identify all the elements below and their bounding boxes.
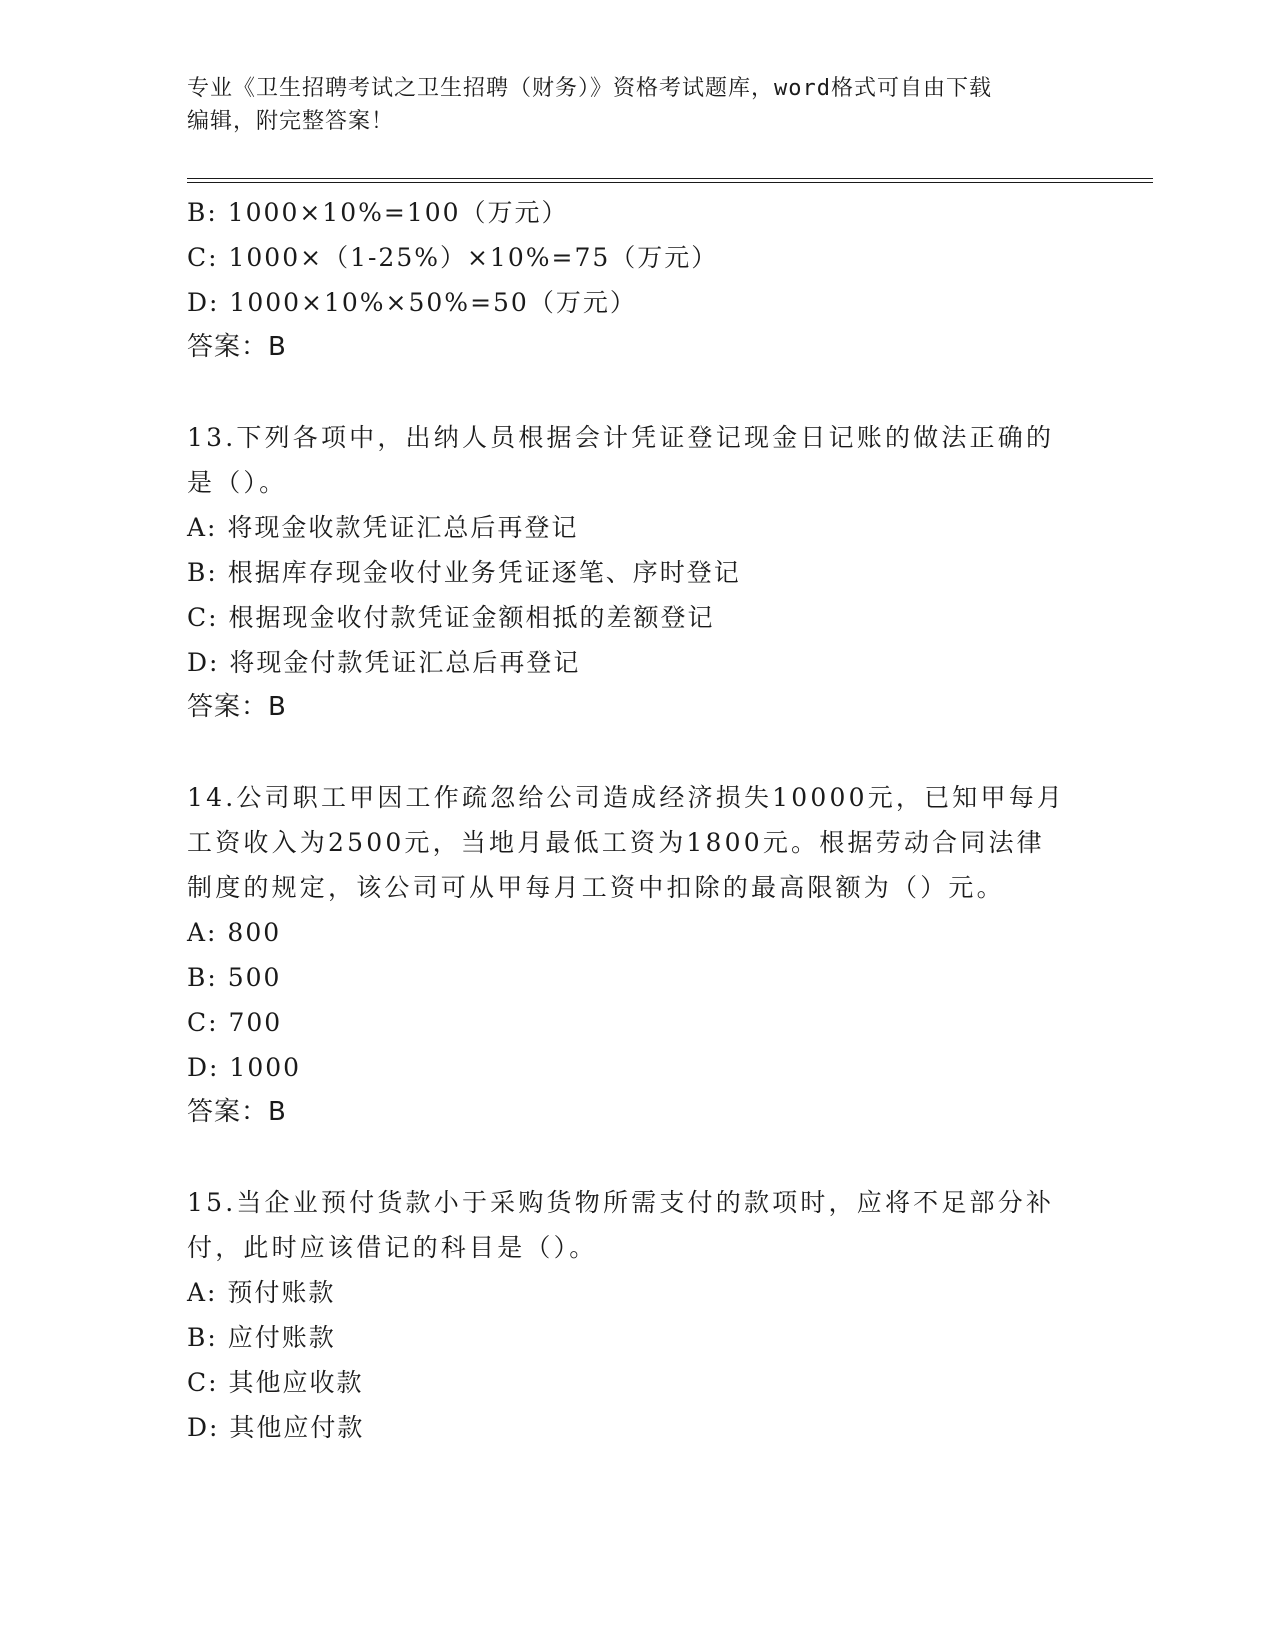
question-line: 14.公司职工甲因工作疏忽给公司造成经济损失10000元，已知甲每月 (187, 783, 1066, 812)
page-header (187, 72, 1087, 138)
option-a: A: 800 (187, 918, 282, 947)
option-b: B: 1000×10%=100（万元） (187, 198, 569, 227)
question-list (187, 190, 1087, 1450)
option-d: D: 其他应付款 (187, 1413, 365, 1442)
spacer (187, 1135, 1087, 1180)
question-line: 15.当企业预付货款小于采购货物所需支付的款项时，应将不足部分补 (187, 1188, 1055, 1217)
answer-label: 答案： (187, 1097, 269, 1127)
option-d: D: 将现金付款凭证汇总后再登记 (187, 648, 581, 677)
option-a: A: 预付账款 (187, 1278, 336, 1307)
header-line-1: 专业《卫生招聘考试之卫生招聘（财务）》资格考试题库，word格式可自由下载 (187, 76, 992, 101)
option-b: B: 500 (187, 963, 282, 992)
answer-value: B (268, 332, 287, 362)
spacer (187, 370, 1087, 415)
answer-label: 答案： (187, 692, 269, 722)
answer-line (187, 1090, 1087, 1135)
header-line-2: 编辑，附完整答案！ (187, 109, 395, 134)
option-b: B: 根据库存现金收付业务凭证逐笔、序时登记 (187, 558, 741, 587)
option-c: C: 其他应收款 (187, 1368, 364, 1397)
question-line: 工资收入为2500元，当地月最低工资为1800元。根据劳动合同法律 (187, 828, 1045, 857)
answer-line (187, 325, 1087, 370)
question-13 (187, 415, 1087, 730)
question-line: 制度的规定，该公司可从甲每月工资中扣除的最高限额为（）元。 (187, 873, 1005, 902)
spacer (187, 730, 1087, 775)
option-c: C: 根据现金收付款凭证金额相抵的差额登记 (187, 603, 715, 632)
question-text (187, 1180, 1087, 1270)
question-line: 是（）。 (187, 468, 288, 497)
option-d: D: 1000 (187, 1053, 302, 1082)
option-d: D: 1000×10%×50%=50（万元） (187, 288, 637, 317)
option-a: A: 将现金收款凭证汇总后再登记 (187, 513, 579, 542)
answer-value: B (268, 692, 287, 722)
answer-value: B (268, 1097, 287, 1127)
answer-line (187, 685, 1087, 730)
answer-label: 答案： (187, 332, 269, 362)
question-12-tail (187, 190, 1087, 370)
option-c: C: 1000×（1-25%）×10%=75（万元） (187, 243, 719, 272)
question-line: 13.下列各项中，出纳人员根据会计凭证登记现金日记账的做法正确的 (187, 423, 1055, 452)
question-15 (187, 1180, 1087, 1450)
question-14 (187, 775, 1087, 1135)
option-b: B: 应付账款 (187, 1323, 336, 1352)
question-text (187, 775, 1087, 910)
question-line: 付，此时应该借记的科目是（）。 (187, 1233, 598, 1262)
header-divider (187, 178, 1153, 183)
option-c: C: 700 (187, 1008, 283, 1037)
question-text (187, 415, 1087, 505)
